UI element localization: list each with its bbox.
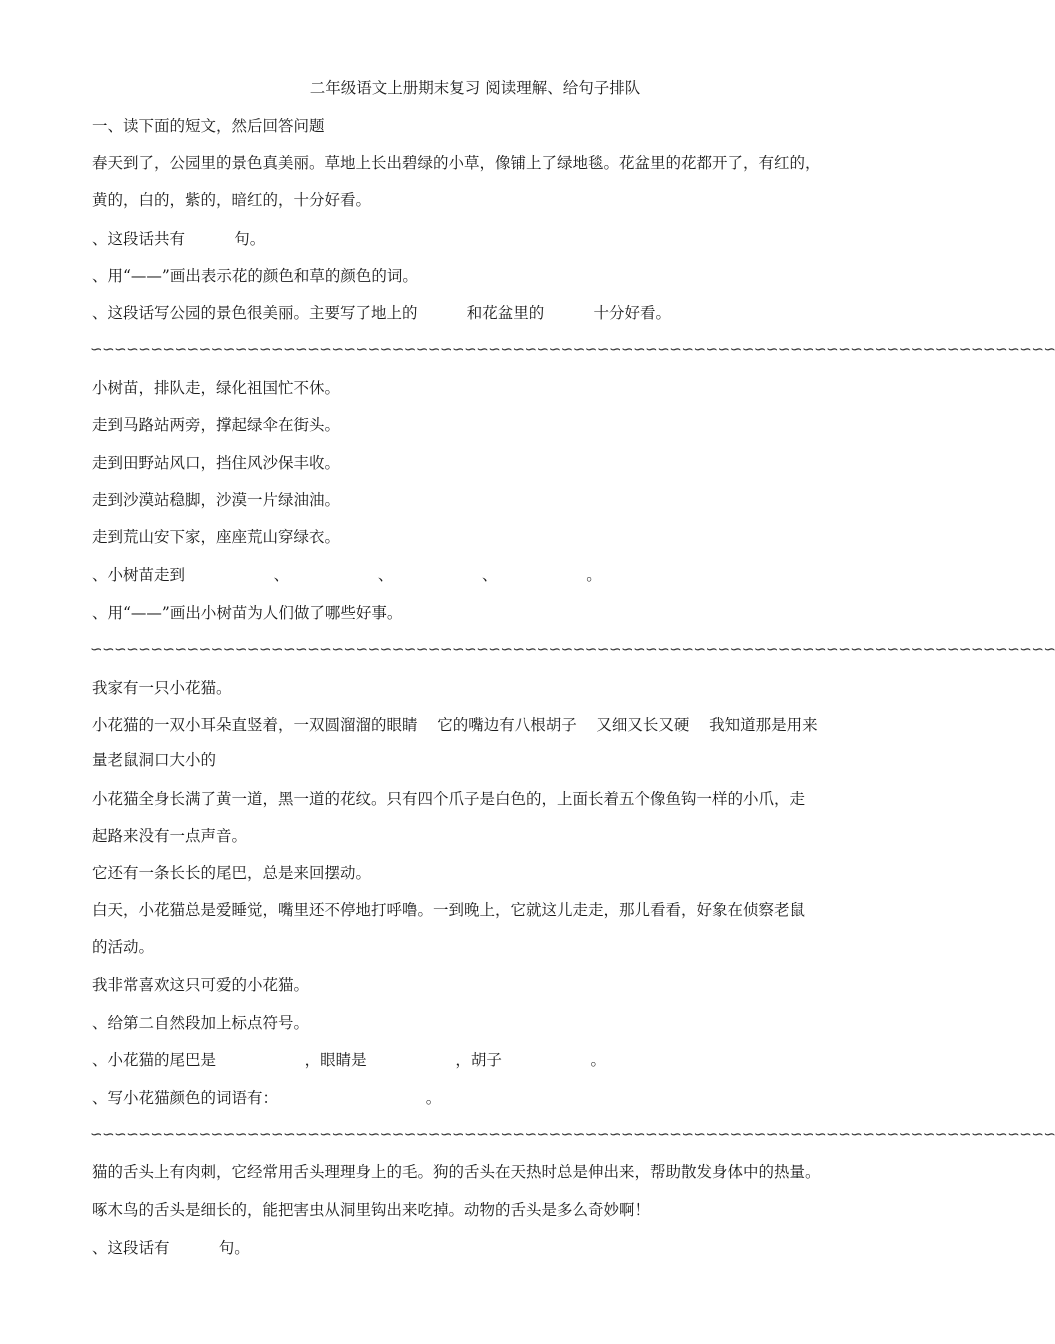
- passage3-line: 小花猫全身长满了黄一道，黑一道的花纹。只有四个爪子是白色的，上面长着五个像鱼钩一样的小爪，走: [92, 790, 806, 808]
- poem-line: 小树苗，排队走，绿化祖国忙不休。: [92, 379, 341, 397]
- question: 、这段话写公园的景色很美丽。主要写了地上的 和花盆里的 十分好看。: [92, 304, 672, 322]
- passage3-line: 我非常喜欢这只可爱的小花猫。: [92, 976, 310, 994]
- passage1-line: 黄的，白的，紫的，暗红的，十分好看。: [92, 191, 372, 209]
- passage3-line: 我家有一只小花猫。: [92, 679, 232, 697]
- question: 、这段话共有 句。: [92, 230, 266, 248]
- passage3-line: 起路来没有一点声音。: [92, 827, 248, 845]
- question: 、用“——”画出小树苗为人们做了哪些好事。: [92, 604, 403, 622]
- page-title: 二年级语文上册期末复习 阅读理解、给句子排队: [309, 79, 641, 97]
- passage4-line: 猫的舌头上有肉刺，它经常用舌头理理身上的毛。狗的舌头在天热时总是伸出来，帮助散发身体中的热量。: [92, 1163, 821, 1181]
- passage3-line: 量老鼠洞口大小的: [92, 751, 217, 769]
- passage1-line: 春天到了，公园里的景色真美丽。草地上长出碧绿的小草，像铺上了绿地毯。花盆里的花都开了，有红的，: [92, 154, 821, 172]
- passage3-line: 白天，小花猫总是爱睡觉，嘴里还不停地打呼噜。一到晚上，它就这儿走走，那儿看看，好象在侦察老鼠: [92, 901, 806, 919]
- passage3-line: 的活动。: [92, 938, 155, 956]
- passage4-line: 啄木鸟的舌头是细长的，能把害虫从洞里钩出来吃掉。动物的舌头是多么奇妙啊！: [92, 1201, 651, 1219]
- question: 、用“——”画出表示花的颜色和草的颜色的词。: [92, 267, 418, 285]
- section-heading: 一、读下面的短文，然后回答问题: [92, 117, 325, 135]
- poem-line: 走到沙漠站稳脚，沙漠一片绿油油。: [92, 491, 341, 509]
- question: 、这段话有 句。: [92, 1239, 250, 1257]
- question: 、写小花猫颜色的词语有： 。: [92, 1089, 442, 1107]
- poem-line: 走到荒山安下家，座座荒山穿绿衣。: [92, 528, 341, 546]
- passage3-line: 小花猫的一双小耳朵直竖着，一双圆溜溜的眼睛 它的嘴边有八根胡子 又细又长又硬 我知道那是用来: [92, 716, 818, 734]
- poem-line: 走到马路站两旁，撑起绿伞在街头。: [92, 416, 341, 434]
- wave-divider: ∽∽∽∽∽∽∽∽∽∽∽∽∽∽∽∽∽∽∽∽∽∽∽∽∽∽∽∽∽∽∽∽∽∽∽∽∽∽∽∽∽∽∽∽∽∽∽∽∽∽∽∽∽∽∽∽∽∽∽∽∽∽∽∽∽∽∽∽∽∽∽∽∽∽∽∽∽∽∽∽: [90, 1125, 1055, 1143]
- wave-divider: ∽∽∽∽∽∽∽∽∽∽∽∽∽∽∽∽∽∽∽∽∽∽∽∽∽∽∽∽∽∽∽∽∽∽∽∽∽∽∽∽∽∽∽∽∽∽∽∽∽∽∽∽∽∽∽∽∽∽∽∽∽∽∽∽∽∽∽∽∽∽∽∽∽∽∽∽∽∽∽∽: [90, 640, 1055, 658]
- passage3-line: 它还有一条长长的尾巴，总是来回摆动。: [92, 864, 372, 882]
- poem-line: 走到田野站风口，挡住风沙保丰收。: [92, 454, 341, 472]
- question: 、小花猫的尾巴是 ，眼睛是 ，胡子 。: [92, 1051, 607, 1069]
- wave-divider: ∽∽∽∽∽∽∽∽∽∽∽∽∽∽∽∽∽∽∽∽∽∽∽∽∽∽∽∽∽∽∽∽∽∽∽∽∽∽∽∽∽∽∽∽∽∽∽∽∽∽∽∽∽∽∽∽∽∽∽∽∽∽∽∽∽∽∽∽∽∽∽∽∽∽∽∽∽∽∽∽: [90, 340, 1055, 358]
- question: 、小树苗走到 、 、 、 。: [92, 566, 602, 584]
- question: 、给第二自然段加上标点符号。: [92, 1014, 310, 1032]
